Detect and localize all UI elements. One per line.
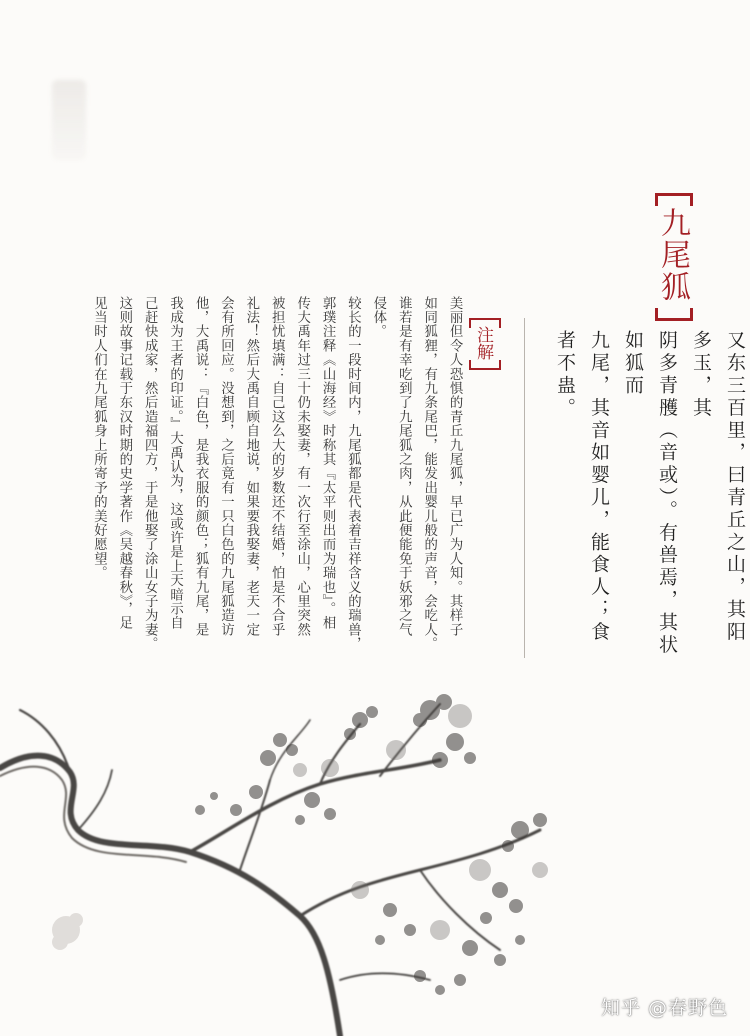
title-bracket-top <box>655 193 693 206</box>
title-bracket-bottom <box>655 308 693 321</box>
verse-line: 九尾，其音如婴儿，能食人；食者不蛊。 <box>554 330 610 644</box>
note-line: 己赶快成家，然后造福四方，于是他娶了涂山女子为妻。 <box>142 296 158 651</box>
note-line: 见当时人们在九尾狐身上所寄予的美好愿望。 <box>91 296 107 580</box>
column-divider <box>524 318 525 658</box>
note-line: 谁若是有幸吃到了九尾狐之肉，从此便能免于妖邪之气 <box>396 296 412 637</box>
note-line: 他，大禹说：『白色，是我衣服的颜色；狐有九尾，是 <box>193 296 209 637</box>
note-line: 礼法！然后大禹自顾自地说，如果要我娶妻，老天一定 <box>243 296 259 637</box>
annotation-body <box>86 296 467 666</box>
note-line: 如同狐狸，有九条尾巴，能发出婴儿般的声音，会吃人。 <box>421 296 437 651</box>
verse-line: 又东三百里，曰青丘之山，其阳多玉，其 <box>690 330 746 644</box>
note-bracket-bottom <box>469 360 501 370</box>
note-line: 这则故事记载于东汉时期的史学著作《吴越春秋》，足 <box>116 296 132 631</box>
note-line: 我成为王者的印证。』大禹认为，这或许是上天暗示自 <box>167 296 183 631</box>
note-line: 郭璞注释《山海经》时称其『太平则出而为瑞也』。相 <box>320 296 336 631</box>
note-line: 传大禹年过三十仍未娶妻，有一次行至涂山，心里突然 <box>294 296 310 637</box>
note-label <box>469 318 497 370</box>
page-title: 九尾狐 <box>655 207 690 303</box>
ink-branch-painting <box>0 680 750 1036</box>
note-line: 较长的一段时间内，九尾狐都是代表着吉祥含义的瑞兽， <box>345 296 361 651</box>
title-block <box>651 193 693 321</box>
note-line: 美丽但令人恐惧的青丘九尾狐，早已广为人知。其样子 <box>447 296 463 637</box>
note-line: 被担忧填满：自己这么大的岁数还不结婚，怕是不合乎 <box>269 296 285 637</box>
note-line: 会有所回应。没想到，之后竟有一只白色的九尾狐造访 <box>218 296 234 637</box>
note-line: 侵体。 <box>370 296 386 339</box>
zhihu-watermark: 知乎 @春野色 <box>600 997 728 1019</box>
note-label-text: 注解 <box>473 326 493 360</box>
classical-verse <box>548 330 750 660</box>
verse-line: 阴多青雘（音或）。有兽焉，其状如狐而 <box>622 330 678 657</box>
faded-seal-mark <box>52 80 86 160</box>
